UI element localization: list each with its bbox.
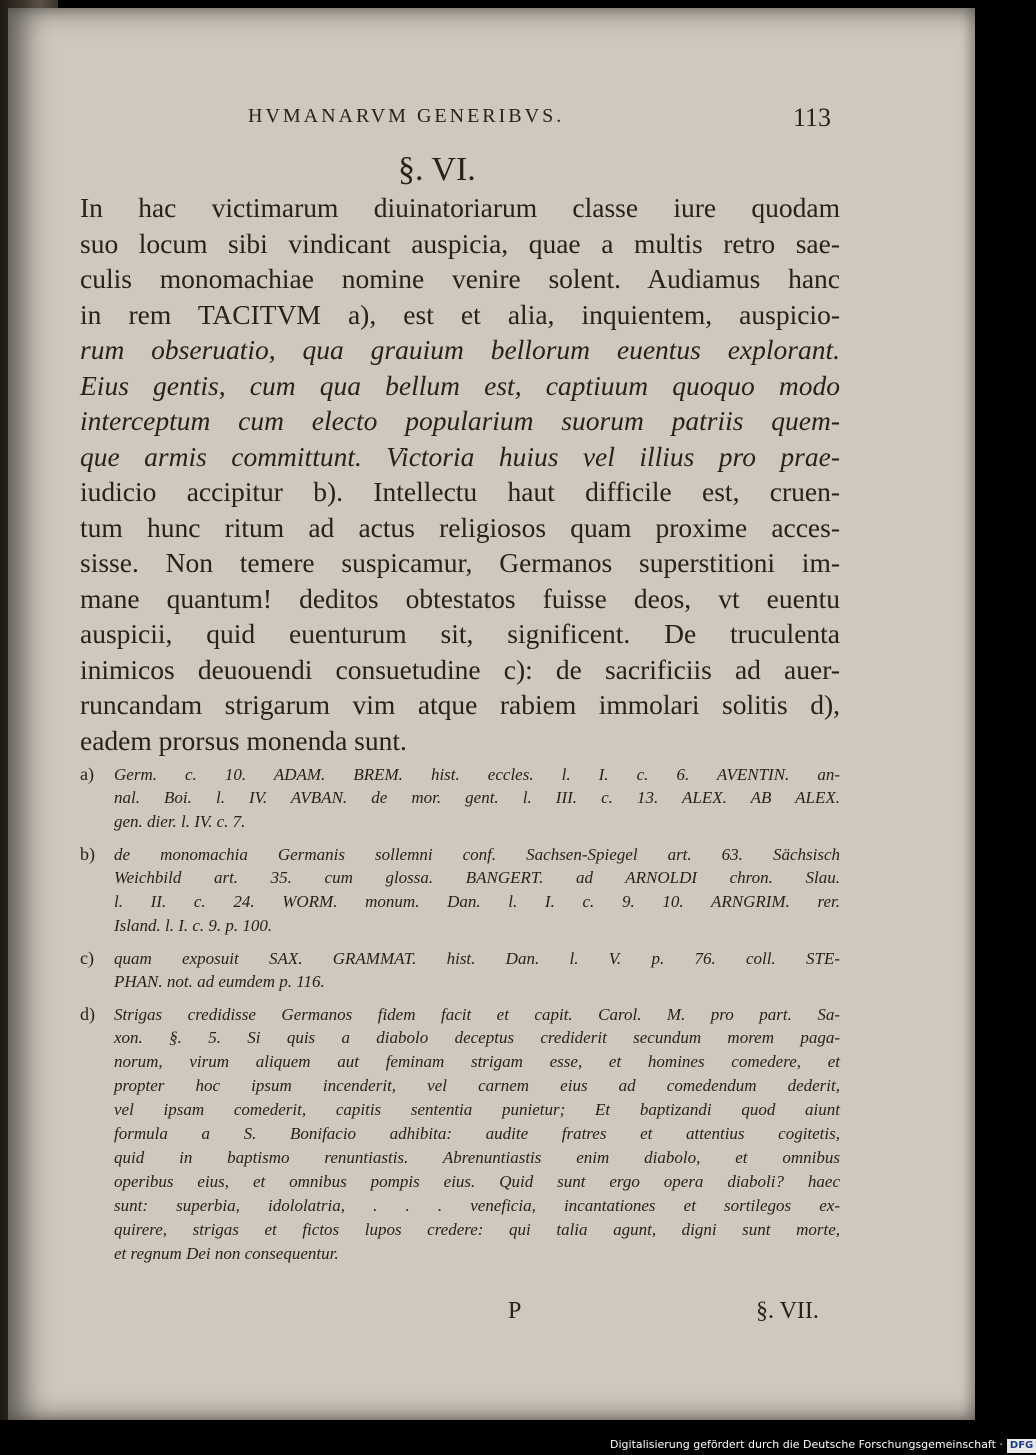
text-line: mane quantum! deditos obtestatos fuisse deos, vt euentu [80,582,840,614]
text-line: que armis committunt. Victoria huius vel illius pro prae- [80,440,840,472]
text-line: in rem TACITVM a), est et alia, inquientem, auspicio- [80,298,840,330]
footnote-label: b) [80,844,95,864]
text-line: Eius gentis, cum qua bellum est, captiuum quoquo modo [80,369,840,401]
signature-mark: P [508,1298,522,1324]
footnote-c [80,948,840,996]
footnote-line: sunt: superbia, idololatria, . . . veneficia, incantationes et sortilegos ex- [114,1196,840,1215]
text-line: suo locum sibi vindicant auspicia, quae a multis retro sae- [80,227,840,259]
text-line: culis monomachiae nomine venire solent. Audiamus hanc [80,263,840,294]
footnote-line: de monomachia Germanis sollemni conf. Sachsen-Spiegel art. 63. Sächsisch [114,845,840,864]
book-page [8,8,975,1420]
footnote-line: et regnum Dei non consequentur. [114,1244,339,1263]
catchword: §. VII. [756,1298,819,1324]
footnote-b [80,844,840,940]
footnote-line: Weichbild art. 35. cum glossa. BANGERT. ad ARNOLDI chron. Slau. [114,868,840,887]
section-heading: §. VI. [398,151,476,188]
footnote-line: propter hoc ipsum incenderit, vel carnem eius ad comedendum dederit, [114,1076,840,1095]
text-line: eadem prorsus monenda sunt. [80,724,407,756]
text-line: iudicio accipitur b). Intellectu haut difficile est, cruen- [80,476,840,507]
digitization-footer [610,1436,1034,1454]
footnote-line: Strigas credidisse Germanos fidem facit et capit. Carol. M. pro part. Sa- [114,1005,840,1024]
dfg-logo-icon: DFG [1007,1439,1036,1453]
footnote-label: a) [80,764,94,784]
footnote-line: Island. l. I. c. 9. p. 100. [114,916,273,935]
text-line: rum obseruatio, qua grauium bellorum euentus explorant. [80,334,840,365]
footnote-line: nal. Boi. l. IV. AVBAN. de mor. gent. l. III. c. 13. ALEX. AB ALEX. [114,788,840,807]
footnote-line: norum, virum aliquem aut feminam strigam esse, et homines comedere, et [114,1052,840,1071]
text-line: runcandam strigarum vim atque rabiem immolari solitis d), [80,689,840,720]
footnote-line: formula a S. Bonifacio adhibita: audite fratres et attentius cogitetis, [114,1124,840,1143]
footnote-line: operibus eius, et omnibus pompis eius. Quid sunt ergo opera diaboli? haec [114,1172,840,1191]
footnote-line: xon. §. 5. Si quis a diabolo deceptus crediderit secundum morem paga- [114,1028,840,1047]
footnote-line: quid in baptismo renuntiastis. Abrenuntiastis enim diabolo, et omnibus [114,1148,840,1167]
footnote-d [80,1004,840,1268]
footnote-line: quirere, strigas et fictos lupos credere: qui talia agunt, digni sunt morte, [114,1220,840,1239]
footnote-line: quam exposuit SAX. GRAMMAT. hist. Dan. l. V. p. 76. coll. STE- [114,949,840,968]
text-line: sisse. Non temere suspicamur, Germanos superstitioni im- [80,547,840,578]
footer-text: Digitalisierung gefördert durch die Deutsche Forschungsgemeinschaft · [610,1438,1003,1451]
footnote-line: vel ipsam comederit, capitis sententia punietur; Et baptizandi quod aiunt [114,1100,840,1119]
footnotes [80,764,840,1276]
main-text [80,192,840,760]
text-line: In hac victimarum diuinatoriarum classe iure quodam [80,192,840,223]
footnote-label: c) [80,948,94,968]
footnote-line: gen. dier. l. IV. c. 7. [114,812,246,831]
footnote-line: l. II. c. 24. WORM. monum. Dan. l. I. c. 9. 10. ARNGRIM. rer. [114,892,840,911]
footnote-label: d) [80,1004,95,1024]
footnote-line: Germ. c. 10. ADAM. BREM. hist. eccles. l. I. c. 6. AVENTIN. an- [114,765,840,784]
text-line: interceptum cum electo popularium suorum patriis quem- [80,405,840,436]
running-title: HVMANARVM GENERIBVS. [248,105,565,127]
text-line: inimicos deuouendi consuetudine c): de sacrificiis ad auer- [80,653,840,685]
text-line: tum hunc ritum ad actus religiosos quam proxime acces- [80,511,840,543]
footnote-a [80,764,840,836]
page-number: 113 [793,103,832,132]
footnote-line: PHAN. not. ad eumdem p. 116. [114,972,325,991]
text-line: auspicii, quid euenturum sit, significent. De truculenta [80,618,840,649]
